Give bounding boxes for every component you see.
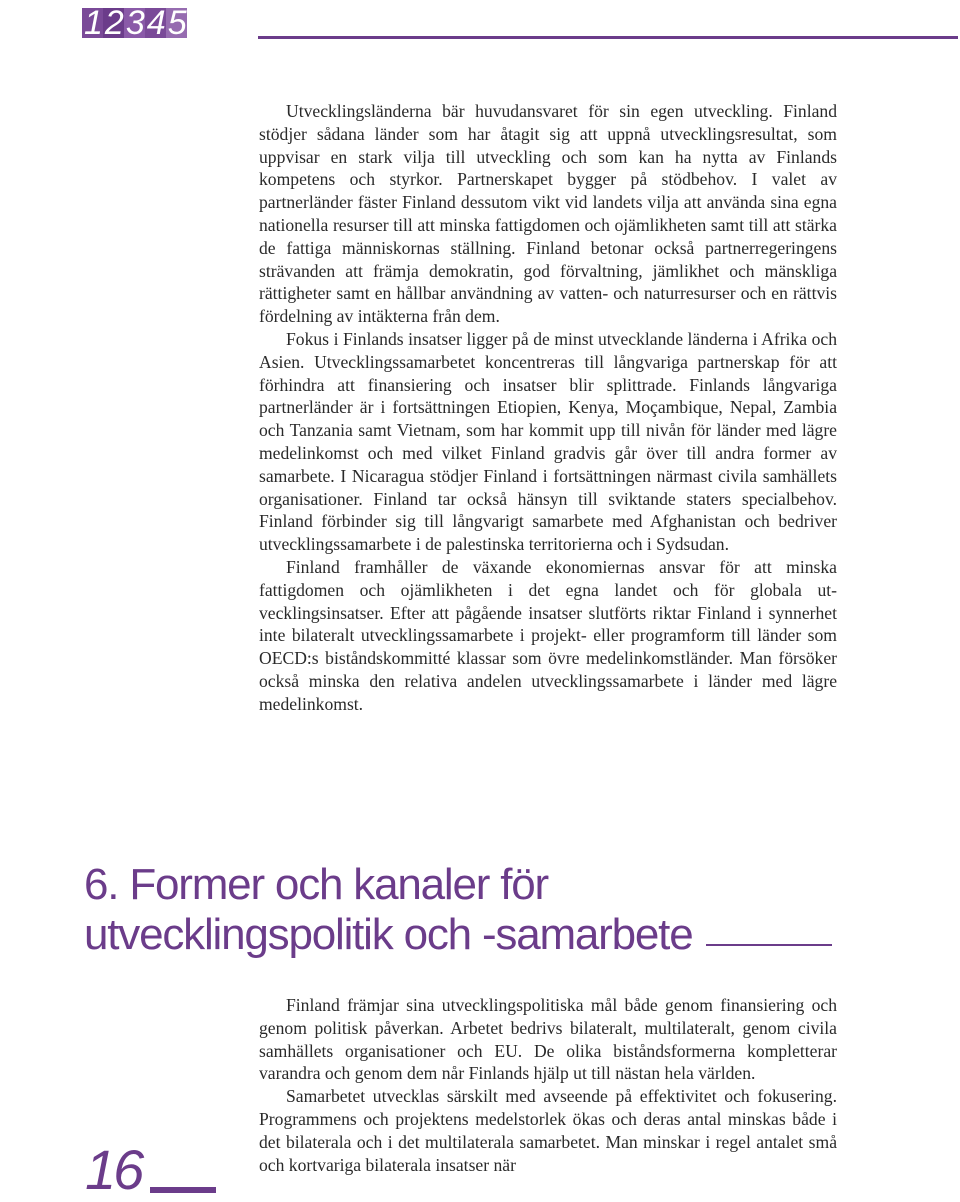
paragraph: Finland främjar sina utvecklingspolitiska mål både genom finansiering och genom politisk påverkan. Arbetet bedrivs bilateralt, multilateralt, genom civila samhällets organisationer och EU. De olika biståndsformerna kompletterar varandra och genom dem når Finlands hjälp ut till nästan hela världen. [259, 995, 837, 1084]
chapter-tab-3[interactable]: 3 [125, 3, 143, 42]
paragraph: Fokus i Finlands insatser ligger på de minst utvecklande länderna i Afrika och Asien. Utvecklingssamarbetet koncentreras till långvariga partnerskap för att förhindra att finansiering och insatser blir splittrade. Finlands långvariga partnerländer är i fortsättningen Etiopien, Kenya, Moçambique, Nepal, Zambia och Tanzania samt Vietnam, som har kommit upp till nivån för länder med lägre medelinkomst och med vilket Finland gradvis går över till andra former av samarbete. I Nicaragua stödjer Finland i fortsättningen närmast civila samhällets organisationer. Finland tar också hänsyn till sviktande staters specialbehov. Finland förbinder sig till långvarigt samarbete med Afghanistan och bedriver utvecklingssamarbete i de palestinska territorierna och i Sydsudan. [259, 328, 837, 555]
page-number: 16 [85, 1138, 142, 1201]
paragraph: Finland framhåller de växande ekonomiernas ansvar för att minska fattigdomen och ojämlikheten i det egna landet och för globala utvecklingsinsatser. Efter att pågående insatser slutförts riktar Finland i synnerhet inte bilateralt utvecklingssamarbete i projekt- eller programform till länder som OECD:s biståndskommitté klassar som övre medelinkomstländer. Man försöker också minska den relativa andelen utvecklingssamarbete i länder med lägre medelinkomst. [259, 556, 837, 714]
section-heading [84, 860, 844, 960]
header-divider [258, 36, 958, 39]
chapter-tab-4[interactable]: 4 [146, 3, 164, 42]
chapter-tabs [82, 3, 187, 42]
paragraph: Samarbetet utvecklas särskilt med avseende på effektivitet och fokusering. Programmens och projektens medelstorlek ökas och deras antal minskas både i det bilaterala och i det multilaterala samarbetet. Man minskar i regel antalet små och kortvariga bilaterala insatser när [259, 1086, 837, 1175]
body-text-section-1 [259, 100, 837, 716]
section-heading-line-2: utvecklingspolitik och -samarbete [84, 910, 693, 959]
chapter-tab-5[interactable]: 5 [167, 3, 185, 42]
chapter-tab-1[interactable]: 1 [84, 3, 101, 42]
chapter-navigation-bar [0, 0, 960, 40]
section-heading-line-1: 6. Former och kanaler för [84, 860, 548, 909]
page-number-rule [150, 1187, 216, 1193]
section-heading-line-2-wrapper [84, 910, 844, 960]
heading-rule [706, 944, 832, 946]
paragraph: Utvecklingsländerna bär huvudansvaret för sin egen utveckling. Finland stödjer sådana länder som har åtagit sig att uppnå utvecklingsresultat, som uppvisar en stark vilja till utveckling och som kan ha nytta av Finlands kompetens och styrkor. Partnerskapet bygger på stödbehov. I valet av partnerländer fäster Finland dessutom vikt vid landets vilja att använda sina egna nationella resurser till att minska fattigdomen och ojämlikheten samt till att stärka de fattiga människornas ställning. Finland betonar också partnerregeringens strävanden att främja demokratin, god förvaltning, jämlikhet och mänskliga rättigheter samt en hållbar användning av vatten- och naturresurser och en rättvis fördelning av intäkterna från dem. [259, 101, 837, 327]
body-text-section-2 [259, 994, 837, 1176]
chapter-tab-2[interactable]: 2 [104, 3, 122, 42]
